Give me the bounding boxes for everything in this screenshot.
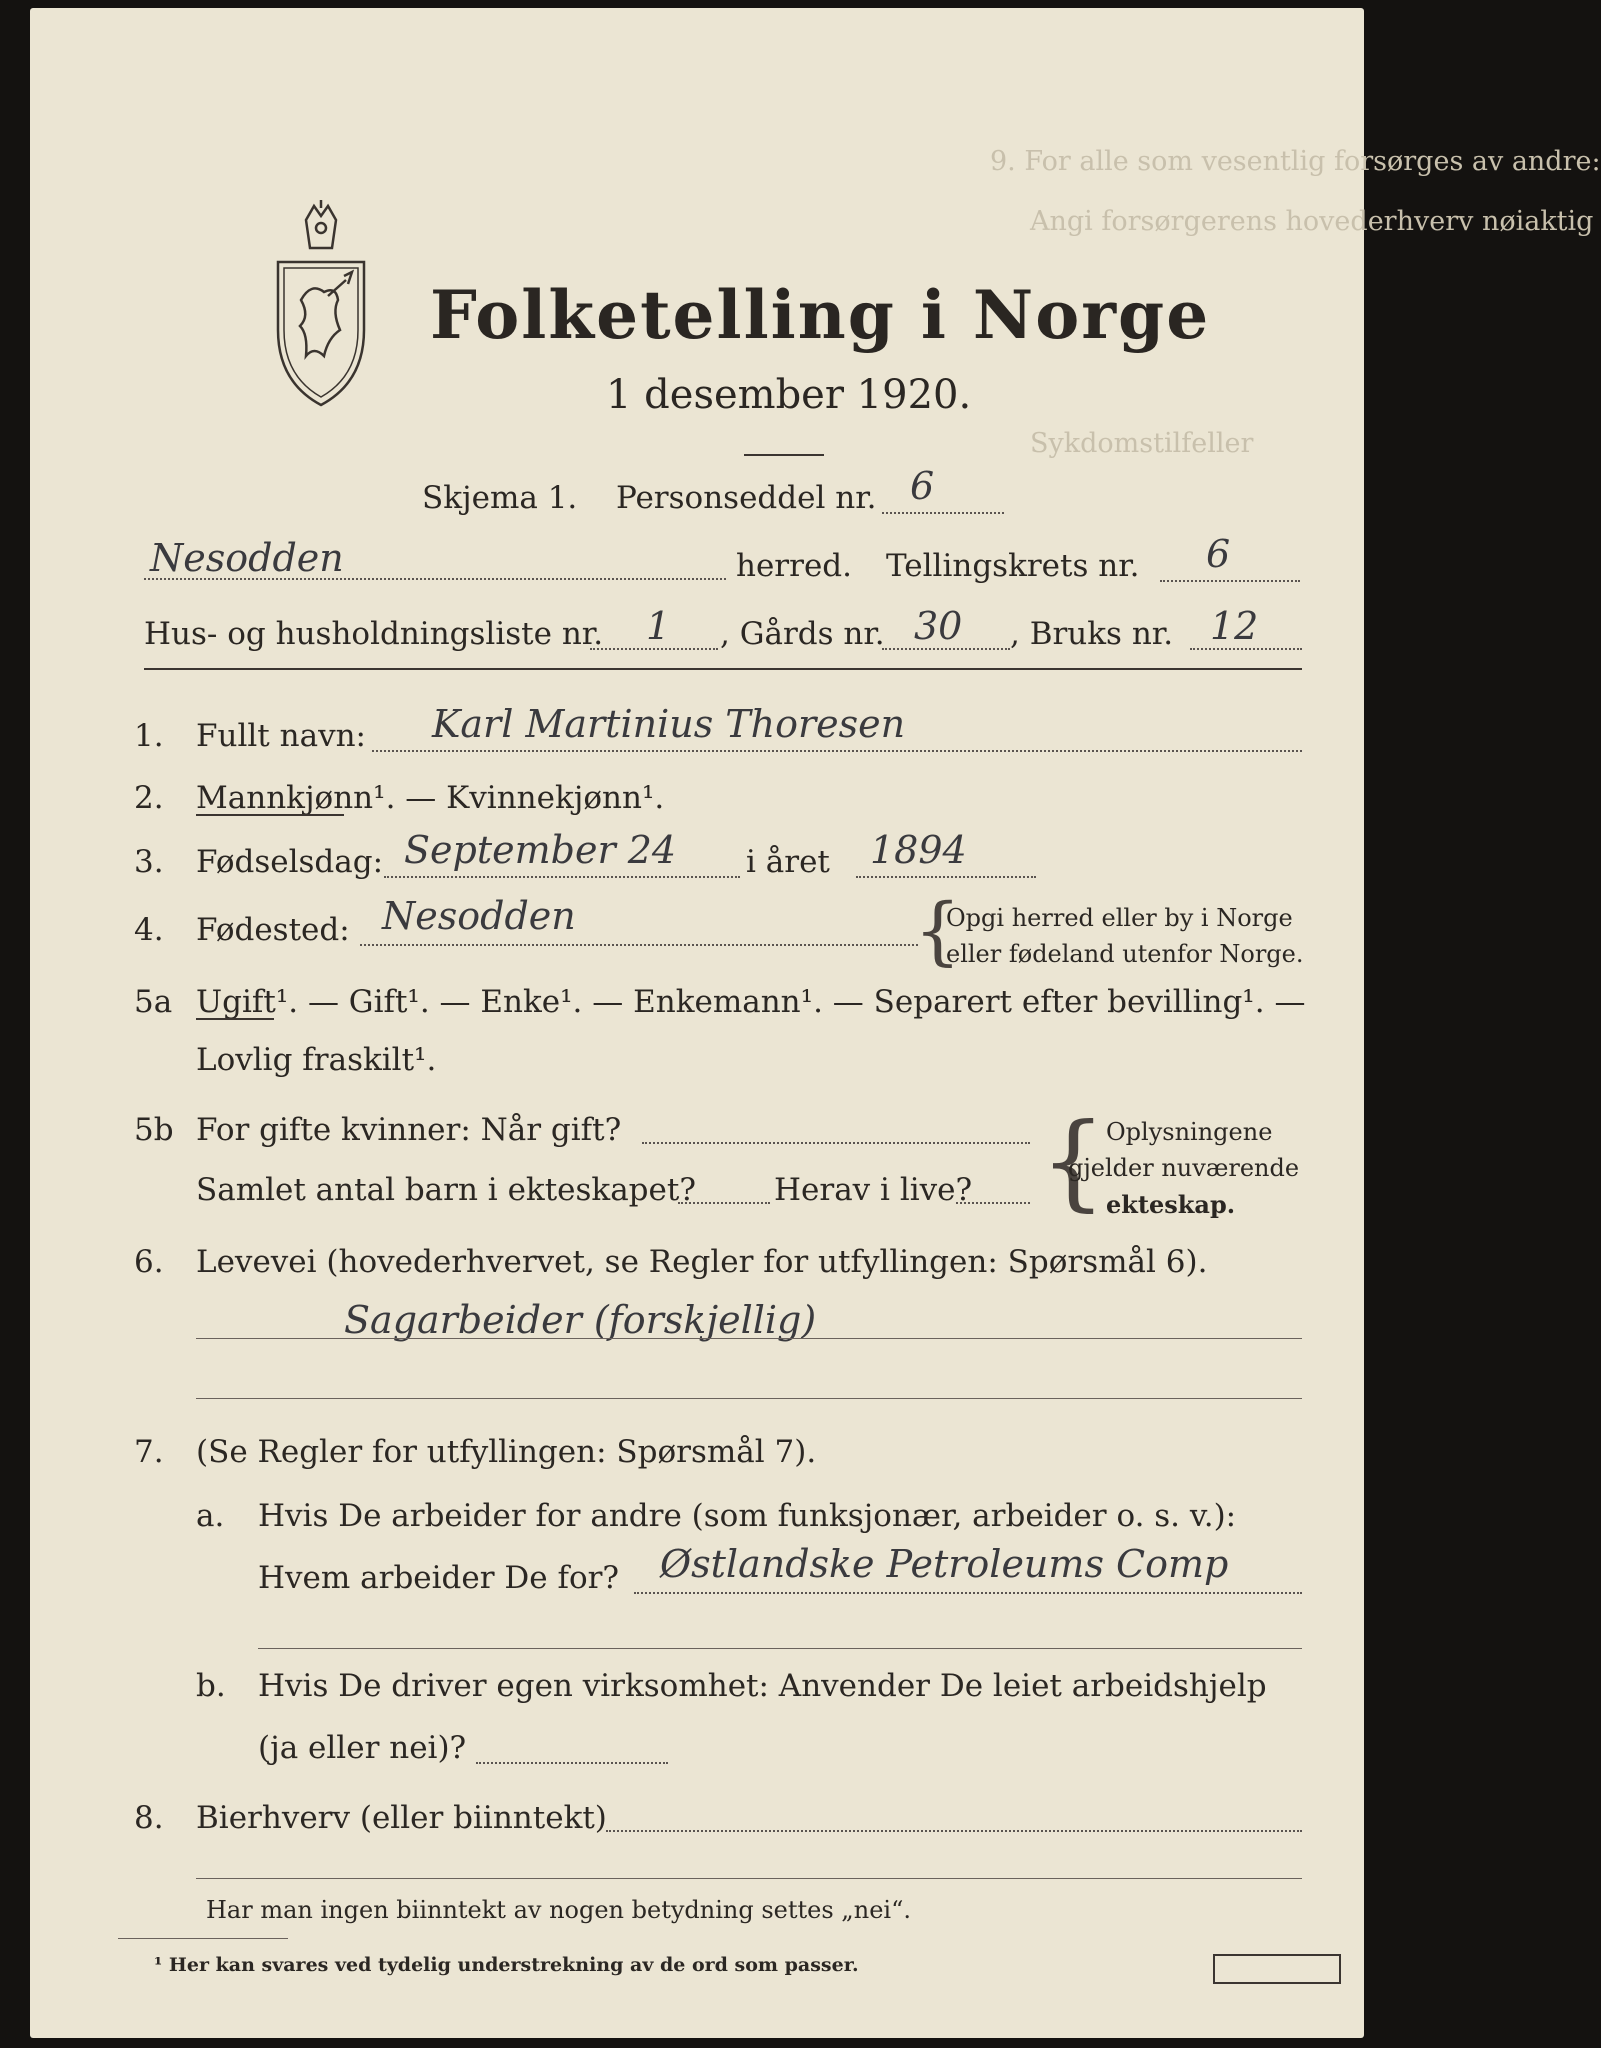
herred-value[interactable]: Nesodden [150, 536, 344, 580]
q3-dotline [384, 876, 740, 878]
q3-year-label: i året [746, 844, 830, 880]
q1-number: 1. [134, 718, 164, 754]
section-divider [144, 668, 1302, 670]
footnote: ¹ Her kan svares ved tydelig understrekning av de ord som passer. [154, 1954, 859, 1976]
employer-value[interactable]: Østlandske Petroleums Comp [660, 1542, 1229, 1586]
q6-answer-line [196, 1338, 1302, 1339]
bleed-through-text: Sykdomstilfeller [1030, 428, 1254, 459]
footnote-rule [118, 1938, 288, 1939]
full-name-value[interactable]: Karl Martinius Thoresen [432, 702, 906, 746]
gards-value[interactable]: 30 [914, 604, 963, 648]
gards-label: , Gårds nr. [720, 616, 885, 652]
tellingskrets-value[interactable]: 6 [1206, 532, 1231, 576]
bleed-through-text: 9. For alle som vesentlig forsørges av andre: [990, 146, 1601, 177]
q4-label: Fødested: [196, 912, 350, 948]
bruks-dotline [1190, 648, 1302, 650]
birthday-value[interactable]: September 24 [404, 828, 677, 872]
bleed-through-text: Angi forsørgerens hovederhverv nøiaktig [1030, 206, 1594, 237]
printer-stamp [1213, 1954, 1341, 1984]
form-title: Folketelling i Norge [430, 276, 1211, 354]
q5b-label: For gifte kvinner: Når gift? [196, 1112, 622, 1148]
sex-options: Mannkjønn¹. — Kvinnekjønn¹. [196, 780, 665, 816]
q5b-note-1: Oplysningene [1106, 1118, 1273, 1146]
q5b-number: 5b [134, 1112, 174, 1148]
personseddel-value[interactable]: 6 [910, 464, 935, 508]
tellingskrets-label: Tellingskrets nr. [886, 548, 1140, 584]
q7-label: (Se Regler for utfyllingen: Spørsmål 7). [196, 1434, 817, 1470]
norwegian-coat-of-arms-icon [266, 200, 376, 410]
q5a-number: 5a [134, 984, 173, 1020]
husliste-value[interactable]: 1 [646, 604, 671, 648]
q5b-note-3: ekteskap. [1106, 1190, 1236, 1219]
q3-number: 3. [134, 844, 164, 880]
personseddel-label: Personseddel nr. [616, 480, 877, 516]
q7b-dotline [476, 1762, 668, 1764]
q4-dotline [360, 944, 918, 946]
title-divider [744, 454, 824, 456]
q5b-note-2: gjelder nuværende [1068, 1154, 1300, 1182]
q4-note-2: eller fødeland utenfor Norge. [946, 940, 1304, 968]
q7b-label: Hvis De driver egen virksomhet: Anvender De leiet arbeidshjelp [258, 1668, 1267, 1704]
marital-status-options-2: Lovlig fraskilt¹. [196, 1042, 437, 1078]
q1-label: Fullt navn: [196, 718, 366, 754]
footer-note: Har man ingen biinntekt av nogen betydning settes „nei“. [206, 1896, 911, 1924]
q5b-dotline [642, 1142, 1030, 1144]
q8-dotline [606, 1830, 1302, 1832]
q7a-label-2: Hvem arbeider De for? [258, 1560, 620, 1596]
census-date: 1 desember 1920. [606, 372, 972, 418]
occupation-value[interactable]: Sagarbeider (forskjellig) [344, 1298, 817, 1342]
q5b-label-2: Samlet antal barn i ekteskapet? [196, 1172, 696, 1208]
herred-label: herred. [736, 548, 852, 584]
q3-year-dotline [856, 876, 1036, 878]
q7b-label-2: (ja eller nei)? [258, 1730, 467, 1766]
q3-label: Fødselsdag: [196, 844, 384, 880]
husliste-label: Hus- og husholdningsliste nr. [144, 616, 604, 652]
q6-number: 6. [134, 1244, 164, 1280]
q8-answer-line [196, 1878, 1302, 1879]
q4-note-1: Opgi herred eller by i Norge [946, 904, 1293, 932]
q6-answer-line-2 [196, 1398, 1302, 1399]
tellingskrets-dotline [1160, 580, 1300, 582]
q2-number: 2. [134, 780, 164, 816]
q4-brace: { [914, 888, 962, 974]
q5b-dotline-2 [678, 1202, 770, 1204]
birth-year-value[interactable]: 1894 [870, 828, 967, 872]
marital-status-options: Ugift¹. — Gift¹. — Enke¹. — Enkemann¹. — Separert efter bevilling¹. — [196, 984, 1306, 1020]
q5b-brace: { [1040, 1100, 1107, 1222]
q4-number: 4. [134, 912, 164, 948]
personseddel-dotline [882, 512, 1004, 514]
marital-underline-ugift [196, 1018, 274, 1020]
bruks-value[interactable]: 12 [1210, 604, 1259, 648]
gards-dotline [882, 648, 1010, 650]
census-form-page [30, 8, 1601, 2038]
sex-underline-mannkjonn [196, 814, 344, 816]
q7b-number: b. [196, 1668, 226, 1704]
q7a-answer-line [258, 1648, 1302, 1649]
q8-label: Bierhverv (eller biinntekt) [196, 1800, 607, 1836]
q7a-number: a. [196, 1498, 225, 1534]
q7-number: 7. [134, 1434, 164, 1470]
q6-label: Levevei (hovederhvervet, se Regler for utfyllingen: Spørsmål 6). [196, 1244, 1208, 1280]
husliste-dotline [590, 648, 718, 650]
q8-number: 8. [134, 1800, 164, 1836]
q5b-dotline-3 [956, 1202, 1030, 1204]
q7a-label: Hvis De arbeider for andre (som funksjonær, arbeider o. s. v.): [258, 1498, 1237, 1534]
birthplace-value[interactable]: Nesodden [382, 894, 576, 938]
q7a-dotline [634, 1592, 1302, 1594]
skjema-label: Skjema 1. [422, 480, 578, 516]
bruks-label: , Bruks nr. [1010, 616, 1174, 652]
q5b-label-3: Herav i live? [774, 1172, 973, 1208]
q1-dotline [372, 750, 1302, 752]
